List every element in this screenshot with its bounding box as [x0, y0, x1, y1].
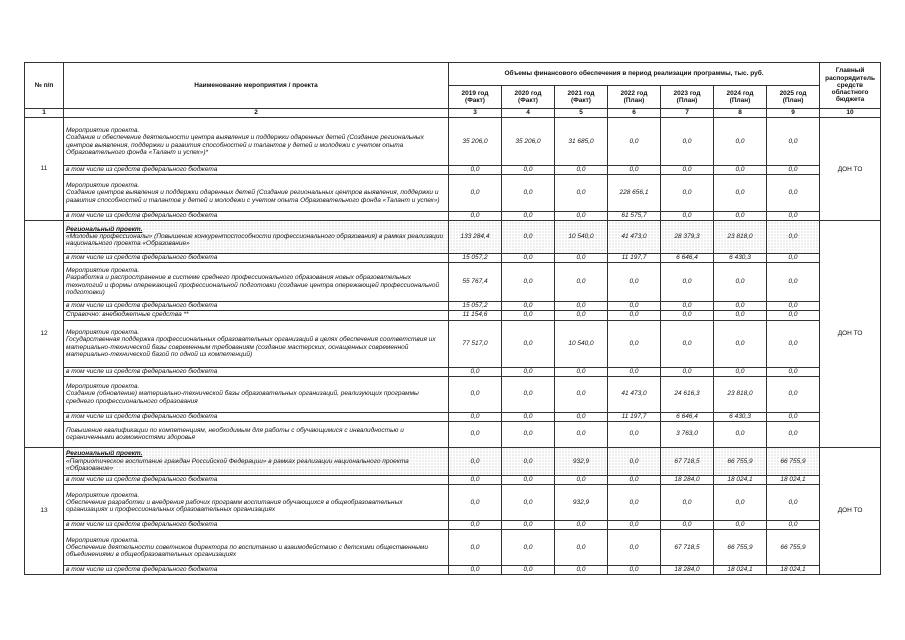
value-cell: 11 197,7: [608, 253, 661, 262]
row-label: [64, 320, 449, 367]
value-cell: 932,9: [555, 485, 608, 521]
value-cell: 0,0: [767, 212, 820, 221]
value-cell: 0,0: [449, 530, 502, 566]
row-label-text: Обеспечение деятельности советников директора по воспитанию и взаимодействию с детскими общественными объединениями в общеобразовательных организациях: [66, 543, 428, 559]
value-cell: 3 763,0: [661, 421, 714, 447]
value-cell: 41 473,0: [608, 221, 661, 254]
header-year: 2025 год (План): [767, 86, 820, 109]
value-cell: 0,0: [449, 566, 502, 575]
value-cell: 0,0: [608, 118, 661, 166]
value-cell: 0,0: [502, 310, 555, 320]
row-label-text: в том числе из средств федерального бюджета: [66, 253, 218, 261]
value-cell: 0,0: [502, 412, 555, 421]
value-cell: 0,0: [608, 485, 661, 521]
row-label: [64, 301, 449, 310]
value-cell: 0,0: [555, 530, 608, 566]
row-label: [64, 566, 449, 575]
value-cell: 0,0: [449, 412, 502, 421]
value-cell: 0,0: [555, 310, 608, 320]
value-cell: 0,0: [608, 447, 661, 476]
value-cell: 0,0: [661, 320, 714, 367]
value-cell: 0,0: [502, 530, 555, 566]
table-row: [25, 301, 881, 310]
value-cell: 67 718,5: [661, 530, 714, 566]
table-row: [25, 476, 881, 485]
value-cell: 0,0: [714, 175, 767, 212]
row-label-text: Создание центров выявления и поддержки одаренных детей (Создание региональных центров выявления, поддержки и развития способностей и талантов у детей и молодежи с учетом опыта Образовательного фонда «Талант и успех»): [66, 189, 440, 204]
group-divider: [820, 447, 880, 448]
table-row: [25, 447, 881, 476]
header-year: 2020 год (Факт): [502, 86, 555, 109]
value-cell: 0,0: [661, 485, 714, 521]
value-cell: 0,0: [449, 447, 502, 476]
value-cell: 28 379,3: [661, 221, 714, 254]
value-cell: 0,0: [449, 485, 502, 521]
value-cell: 0,0: [714, 421, 767, 447]
row-label-text: Государственная поддержка профессиональных образовательных организаций в целях обеспечения соответствия их материально-технической базы современным требованиям (создание мастерских, оснащенных современной материально-технической базой по одной из компетенций): [66, 336, 436, 358]
group-divider: [820, 220, 880, 221]
header-distributor: Главный распорядитель средств областного бюджета: [820, 63, 881, 109]
header-year: 2023 год (План): [661, 86, 714, 109]
value-cell: 0,0: [608, 262, 661, 301]
budget-table: [24, 62, 881, 575]
table-row: [25, 421, 881, 447]
value-cell: 0,0: [767, 485, 820, 521]
value-cell: 0,0: [714, 367, 767, 376]
value-cell: 0,0: [767, 412, 820, 421]
table-row: [25, 367, 881, 376]
table-row: [25, 566, 881, 575]
value-cell: 0,0: [449, 476, 502, 485]
row-label: [64, 212, 449, 221]
value-cell: 133 284,4: [449, 221, 502, 254]
value-cell: 0,0: [661, 262, 714, 301]
value-cell: 0,0: [502, 175, 555, 212]
value-cell: 0,0: [502, 221, 555, 254]
value-cell: 0,0: [449, 175, 502, 212]
value-cell: 6 430,3: [714, 412, 767, 421]
row-label-title: Региональный проект.: [66, 450, 143, 458]
value-cell: 0,0: [608, 421, 661, 447]
row-label: [64, 221, 449, 254]
value-cell: 0,0: [555, 412, 608, 421]
value-cell: 0,0: [608, 320, 661, 367]
value-cell: 10 540,0: [555, 221, 608, 254]
value-cell: 0,0: [661, 166, 714, 175]
row-label-title: Мероприятие проекта.: [66, 127, 140, 135]
value-cell: 0,0: [767, 310, 820, 320]
value-cell: 66 755,9: [767, 530, 820, 566]
value-cell: 0,0: [767, 166, 820, 175]
value-cell: 0,0: [608, 521, 661, 530]
value-cell: 6 430,3: [714, 253, 767, 262]
value-cell: 0,0: [502, 301, 555, 310]
value-cell: 0,0: [502, 485, 555, 521]
value-cell: 0,0: [714, 262, 767, 301]
row-label-title: Мероприятие проекта.: [66, 329, 140, 337]
value-cell: 0,0: [767, 301, 820, 310]
row-label-title: Мероприятие проекта.: [66, 491, 140, 499]
row-label-text: в том числе из средств федерального бюджета: [66, 367, 218, 375]
row-label: [64, 476, 449, 485]
value-cell: 0,0: [767, 253, 820, 262]
header-year: 2022 год (План): [608, 86, 661, 109]
value-cell: 0,0: [555, 262, 608, 301]
value-cell: 0,0: [555, 376, 608, 412]
row-label: [64, 118, 449, 166]
table-row: [25, 262, 881, 301]
header-name: Наименование мероприятия / проекта: [64, 63, 449, 109]
row-label: [64, 412, 449, 421]
row-number: 11: [25, 118, 64, 221]
value-cell: 0,0: [449, 521, 502, 530]
row-label: [64, 166, 449, 175]
value-cell: 0,0: [502, 476, 555, 485]
value-cell: 0,0: [767, 118, 820, 166]
value-cell: 0,0: [767, 262, 820, 301]
row-label: [64, 262, 449, 301]
value-cell: 18 284,0: [661, 476, 714, 485]
header-year: 2024 год (План): [714, 86, 767, 109]
table-row: [25, 320, 881, 367]
value-cell: 0,0: [555, 367, 608, 376]
value-cell: 18 284,0: [661, 566, 714, 575]
row-label: [64, 447, 449, 476]
value-cell: 18 024,1: [767, 566, 820, 575]
value-cell: 77 517,0: [449, 320, 502, 367]
value-cell: 0,0: [661, 367, 714, 376]
value-cell: 0,0: [714, 118, 767, 166]
table-body: [25, 118, 881, 575]
value-cell: 0,0: [502, 447, 555, 476]
value-cell: 18 024,1: [714, 566, 767, 575]
row-label: [64, 253, 449, 262]
row-label: [64, 421, 449, 447]
index-cell: 7: [661, 109, 714, 118]
row-label-title: Мероприятие проекта.: [66, 383, 140, 391]
table-row: [25, 212, 881, 221]
value-cell: 0,0: [449, 376, 502, 412]
value-cell: 0,0: [502, 253, 555, 262]
row-label: [64, 175, 449, 212]
value-cell: 0,0: [555, 253, 608, 262]
value-cell: 0,0: [608, 310, 661, 320]
value-cell: 15 057,2: [449, 253, 502, 262]
value-cell: 0,0: [608, 301, 661, 310]
value-cell: 0,0: [767, 367, 820, 376]
value-cell: 0,0: [608, 566, 661, 575]
row-label: [64, 521, 449, 530]
row-label: [64, 310, 449, 320]
table-row: [25, 530, 881, 566]
index-cell: 10: [820, 109, 881, 118]
index-cell: 8: [714, 109, 767, 118]
index-cell: 1: [25, 109, 64, 118]
value-cell: 0,0: [555, 566, 608, 575]
table-row: [25, 118, 881, 166]
value-cell: 0,0: [555, 521, 608, 530]
row-label-title: Мероприятие проекта.: [66, 182, 140, 190]
value-cell: 18 024,1: [714, 476, 767, 485]
value-cell: 11 197,7: [608, 412, 661, 421]
value-cell: 0,0: [767, 421, 820, 447]
table-row: [25, 221, 881, 254]
value-cell: 0,0: [502, 376, 555, 412]
value-cell: 41 473,0: [608, 376, 661, 412]
index-cell: 6: [608, 109, 661, 118]
value-cell: 23 818,0: [714, 221, 767, 254]
value-cell: 0,0: [449, 367, 502, 376]
value-cell: 66 755,9: [714, 447, 767, 476]
value-cell: 0,0: [608, 476, 661, 485]
value-cell: 0,0: [608, 530, 661, 566]
value-cell: 55 767,4: [449, 262, 502, 301]
value-cell: 0,0: [767, 221, 820, 254]
value-cell: 0,0: [502, 166, 555, 175]
table-row: [25, 166, 881, 175]
row-label-title: Региональный проект.: [66, 225, 143, 233]
value-cell: 0,0: [555, 421, 608, 447]
value-cell: 0,0: [661, 175, 714, 212]
table-row: [25, 521, 881, 530]
value-cell: 0,0: [608, 367, 661, 376]
row-label-title: Мероприятие проекта.: [66, 536, 140, 544]
value-cell: 0,0: [714, 521, 767, 530]
value-cell: 0,0: [449, 166, 502, 175]
value-cell: 6 646,4: [661, 412, 714, 421]
distributor-cell: [820, 118, 881, 575]
row-label-title: Мероприятие проекта.: [66, 267, 140, 275]
index-cell: 4: [502, 109, 555, 118]
value-cell: 35 206,0: [449, 118, 502, 166]
table-row: [25, 412, 881, 421]
row-label-text: в том числе из средств федерального бюджета: [66, 412, 218, 420]
value-cell: 0,0: [661, 301, 714, 310]
value-cell: 0,0: [661, 118, 714, 166]
row-number: 12: [25, 221, 64, 448]
value-cell: 0,0: [767, 521, 820, 530]
row-label-text: в том числе из средств федерального бюджета: [66, 566, 218, 574]
value-cell: 11 154,6: [449, 310, 502, 320]
row-label: [64, 367, 449, 376]
value-cell: 0,0: [555, 476, 608, 485]
row-label-text: Повышение квалификации по компетенциям, необходимым для работы с обучающимися с инвалидностью и ограниченными возможностями здоровья: [66, 426, 404, 441]
value-cell: 0,0: [767, 175, 820, 212]
value-cell: 0,0: [555, 175, 608, 212]
row-label-text: Создание и обеспечение деятельности центра выявления и поддержки одаренных детей (Создание региональных центров выявления, поддержки и развития способностей и талантов у детей и молодежи с учетом опыта Образовательного фонда «Талант и успех»)*: [66, 134, 424, 156]
index-cell: 5: [555, 109, 608, 118]
value-cell: 0,0: [714, 301, 767, 310]
value-cell: 0,0: [502, 367, 555, 376]
row-label: [64, 376, 449, 412]
row-label-text: в том числе из средств федерального бюджета: [66, 301, 218, 309]
budget-table-sheet: [24, 62, 881, 575]
value-cell: 0,0: [767, 320, 820, 367]
value-cell: 0,0: [449, 421, 502, 447]
row-label: [64, 485, 449, 521]
index-cell: 2: [64, 109, 449, 118]
value-cell: 0,0: [555, 212, 608, 221]
distributor-label: ДОН ТО: [837, 507, 863, 515]
value-cell: 0,0: [502, 421, 555, 447]
header-num: № п/п: [25, 63, 64, 109]
value-cell: 0,0: [502, 566, 555, 575]
value-cell: 0,0: [502, 521, 555, 530]
row-number: 13: [25, 447, 64, 575]
value-cell: 31 685,0: [555, 118, 608, 166]
value-cell: 0,0: [714, 166, 767, 175]
value-cell: 0,0: [661, 310, 714, 320]
value-cell: 24 616,3: [661, 376, 714, 412]
value-cell: 0,0: [714, 212, 767, 221]
row-label: [64, 530, 449, 566]
value-cell: 66 755,9: [767, 447, 820, 476]
value-cell: 228 656,1: [608, 175, 661, 212]
value-cell: 0,0: [555, 301, 608, 310]
row-label-text: «Патриотическое воспитание граждан Российской Федерации» в рамках реализации национального проекта «Образование»: [66, 457, 409, 472]
value-cell: 0,0: [767, 376, 820, 412]
row-label-text: «Молодые профессионалы» (Повышение конкурентоспособности профессионального образования) в рамках реализации национального проекта «Образование»: [66, 233, 444, 248]
value-cell: 0,0: [608, 166, 661, 175]
row-label-text: в том числе из средств федерального бюджета: [66, 166, 218, 174]
row-label-text: в том числе из средств федерального бюджета: [66, 521, 218, 529]
value-cell: 0,0: [661, 212, 714, 221]
value-cell: 61 575,7: [608, 212, 661, 221]
table-row: [25, 376, 881, 412]
value-cell: 932,9: [555, 447, 608, 476]
row-label-text: Обеспечение разработки и внедрения рабочих программ воспитания обучающихся в общеобразовательных организациях и профессиональных образовательных организациях: [66, 498, 403, 514]
header-year: 2019 год (Факт): [449, 86, 502, 109]
index-cell: 9: [767, 109, 820, 118]
distributor-label: ДОН ТО: [837, 330, 863, 338]
value-cell: 0,0: [714, 320, 767, 367]
value-cell: 35 206,0: [502, 118, 555, 166]
value-cell: 10 540,0: [555, 320, 608, 367]
value-cell: 0,0: [502, 320, 555, 367]
table-row: [25, 253, 881, 262]
value-cell: 18 024,1: [767, 476, 820, 485]
distributor-label: ДОН ТО: [837, 165, 863, 173]
value-cell: 67 718,5: [661, 447, 714, 476]
row-label-text: Справочно: внебюджетные средства **: [66, 311, 189, 319]
row-label-text: в том числе из средств федерального бюджета: [66, 476, 218, 484]
table-row: [25, 485, 881, 521]
row-label-text: в том числе из средств федерального бюджета: [66, 212, 218, 220]
value-cell: 0,0: [449, 212, 502, 221]
header-year: 2021 год (Факт): [555, 86, 608, 109]
value-cell: 0,0: [714, 310, 767, 320]
value-cell: 0,0: [502, 262, 555, 301]
value-cell: 66 755,9: [714, 530, 767, 566]
value-cell: 23 818,0: [714, 376, 767, 412]
row-label-text: Создание (обновление) материально-технической базы образовательных организаций, реализующих программы среднего профессионального образования: [66, 390, 419, 405]
value-cell: 15 057,2: [449, 301, 502, 310]
index-cell: 3: [449, 109, 502, 118]
value-cell: 0,0: [555, 166, 608, 175]
table-row: [25, 175, 881, 212]
row-label-text: Разработка и распространение в системе среднего профессионального образования новых образовательных технологий и формы опережающей профессиональной подготовки (создание центра опережающей профессиональной подготовки): [66, 274, 440, 296]
table-row: [25, 310, 881, 320]
value-cell: 0,0: [661, 521, 714, 530]
value-cell: 0,0: [502, 212, 555, 221]
header-funding: Объемы финансового обеспечения в период реализации программы, тыс. руб.: [449, 63, 820, 86]
value-cell: 0,0: [714, 485, 767, 521]
value-cell: 6 646,4: [661, 253, 714, 262]
